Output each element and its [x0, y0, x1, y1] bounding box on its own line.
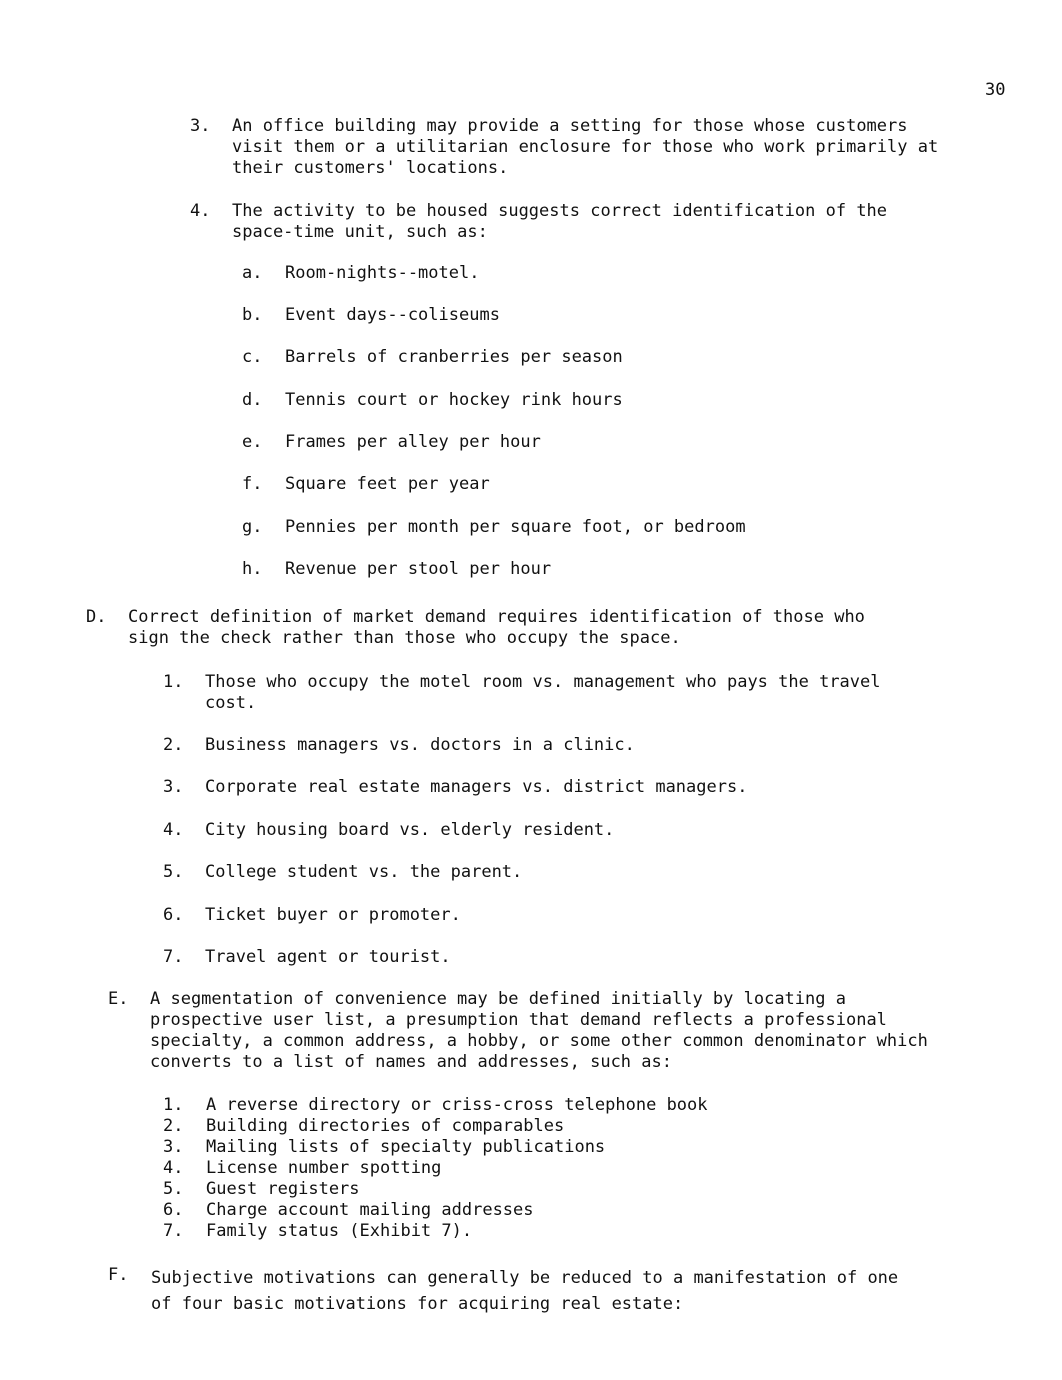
item-text: Square feet per year: [285, 474, 490, 494]
item-text: Event days--coliseums: [285, 305, 500, 325]
item-marker: 7.: [163, 947, 184, 967]
list-item: [163, 1200, 923, 1221]
list-item-d3: [163, 777, 923, 798]
item-text: Family status (Exhibit 7).: [206, 1221, 473, 1241]
item-marker: 3.: [163, 1137, 184, 1157]
item-marker: 2.: [163, 1116, 184, 1136]
item-text: Ticket buyer or promoter.: [205, 905, 461, 925]
section-text: Subjective motivations can generally be reduced to a manifestation of one of four basic motivations for acquiring real estate:: [151, 1268, 899, 1314]
section-f: [108, 1265, 928, 1317]
list-item: [163, 1137, 923, 1158]
section-marker: F.: [108, 1265, 129, 1285]
item-text: Frames per alley per hour: [285, 432, 541, 452]
item-text: City housing board vs. elderly resident.: [205, 820, 615, 840]
item-text: Mailing lists of specialty publications: [206, 1137, 606, 1157]
item-text: College student vs. the parent.: [205, 862, 523, 882]
item-marker: 6.: [163, 905, 184, 925]
item-text: The activity to be housed suggests correct identification of the space-time unit, such as:: [232, 201, 888, 242]
item-marker: 4.: [163, 1158, 184, 1178]
list-item: [163, 1221, 923, 1242]
item-marker: g.: [242, 517, 263, 537]
item-text: Room-nights--motel.: [285, 263, 480, 283]
item-marker: 1.: [163, 672, 184, 692]
item-text: Pennies per month per square foot, or bedroom: [285, 517, 746, 537]
list-item-c3: [190, 116, 950, 179]
item-text: Business managers vs. doctors in a clinic.: [205, 735, 635, 755]
item-marker: 7.: [163, 1221, 184, 1241]
item-text: Tennis court or hockey rink hours: [285, 390, 623, 410]
section-marker: D.: [86, 607, 107, 627]
section-marker: E.: [108, 989, 129, 1009]
item-marker: e.: [242, 432, 263, 452]
list-item: [163, 1158, 923, 1179]
list-item-d7: [163, 947, 923, 968]
section-text: A segmentation of convenience may be defined initially by locating a prospective user list, a presumption that demand reflects a professional specialty, a common address, a hobby, or some other common denominator which converts to a list of names and addresses, such as:: [150, 989, 928, 1072]
item-marker: 4.: [163, 820, 184, 840]
list-item-d2: [163, 735, 923, 756]
item-marker: h.: [242, 559, 263, 579]
list-item: [163, 1179, 923, 1200]
list-item-d5: [163, 862, 923, 883]
item-text: Building directories of comparables: [206, 1116, 565, 1136]
item-marker: b.: [242, 305, 263, 325]
item-text: Corporate real estate managers vs. district managers.: [205, 777, 748, 797]
list-item-d4: [163, 820, 923, 841]
item-marker: 5.: [163, 1179, 184, 1199]
list-item-c4: [190, 201, 950, 243]
list-item: [163, 1095, 923, 1116]
item-text: License number spotting: [206, 1158, 442, 1178]
list-item-d1: [163, 672, 923, 714]
item-text: Charge account mailing addresses: [206, 1200, 534, 1220]
item-marker: c.: [242, 347, 263, 367]
section-e: [108, 989, 938, 1073]
section-d: [86, 607, 916, 649]
item-marker: f.: [242, 474, 263, 494]
item-marker: 5.: [163, 862, 184, 882]
list-item: [163, 1116, 923, 1137]
item-marker: 6.: [163, 1200, 184, 1220]
item-marker: a.: [242, 263, 263, 283]
item-text: Revenue per stool per hour: [285, 559, 552, 579]
list-item-d6: [163, 905, 923, 926]
item-text: Barrels of cranberries per season: [285, 347, 623, 367]
section-text: Correct definition of market demand requires identification of those who sign the check rather than those who occupy the space.: [128, 607, 865, 648]
item-text: Travel agent or tourist.: [205, 947, 451, 967]
item-text: An office building may provide a setting for those whose customers visit them or a utilitarian enclosure for those who work primarily at their customers' locations.: [232, 116, 939, 178]
item-marker: 1.: [163, 1095, 184, 1115]
item-marker: 2.: [163, 735, 184, 755]
item-text: Guest registers: [206, 1179, 360, 1199]
item-marker: 3.: [163, 777, 184, 797]
item-marker: 4.: [190, 201, 211, 221]
item-marker: d.: [242, 390, 263, 410]
item-text: A reverse directory or criss-cross telephone book: [206, 1095, 708, 1115]
section-e-list: [163, 1095, 923, 1242]
page-number: 30: [985, 80, 1006, 100]
item-text: Those who occupy the motel room vs. management who pays the travel cost.: [205, 672, 881, 713]
item-marker: 3.: [190, 116, 211, 136]
